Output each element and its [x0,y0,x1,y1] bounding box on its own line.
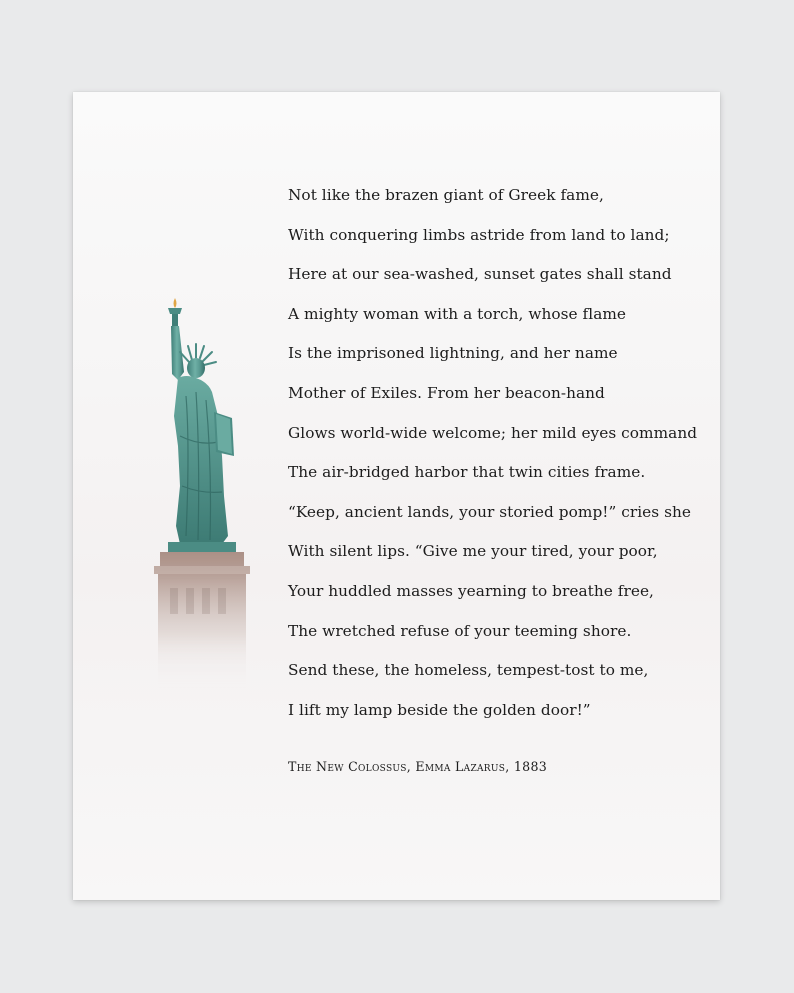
poem-line: Is the imprisoned lightning, and her name [288,344,618,363]
poem-print [73,92,720,900]
poem-text [288,176,697,730]
poem-line: Send these, the homeless, tempest-tost to me, [288,661,649,680]
poem-line: Mother of Exiles. From her beacon-hand [288,383,605,402]
poem-line: With conquering limbs astride from land to land; [288,225,670,244]
poem-line: Your huddled masses yearning to breathe free, [288,581,654,600]
poem-line: “Keep, ancient lands, your storied pomp!” cries she [288,502,692,521]
poem-line: With silent lips. “Give me your tired, your poor, [288,542,658,561]
poem-line: I lift my lamp beside the golden door!” [288,700,591,719]
poem-line: Glows world-wide welcome; her mild eyes command [288,423,698,442]
poem-attribution: The New Colossus, Emma Lazarus, 1883 [288,759,548,774]
poem-line: Here at our sea-washed, sunset gates shall stand [288,265,672,284]
poem-line: Not like the brazen giant of Greek fame, [288,186,604,204]
poem-line: The wretched refuse of your teeming shore. [288,621,632,640]
poem-line: A mighty woman with a torch, whose flame [288,304,627,323]
statue-of-liberty-illustration [150,296,254,696]
poem-line: The air-bridged harbor that twin cities frame. [288,463,646,482]
